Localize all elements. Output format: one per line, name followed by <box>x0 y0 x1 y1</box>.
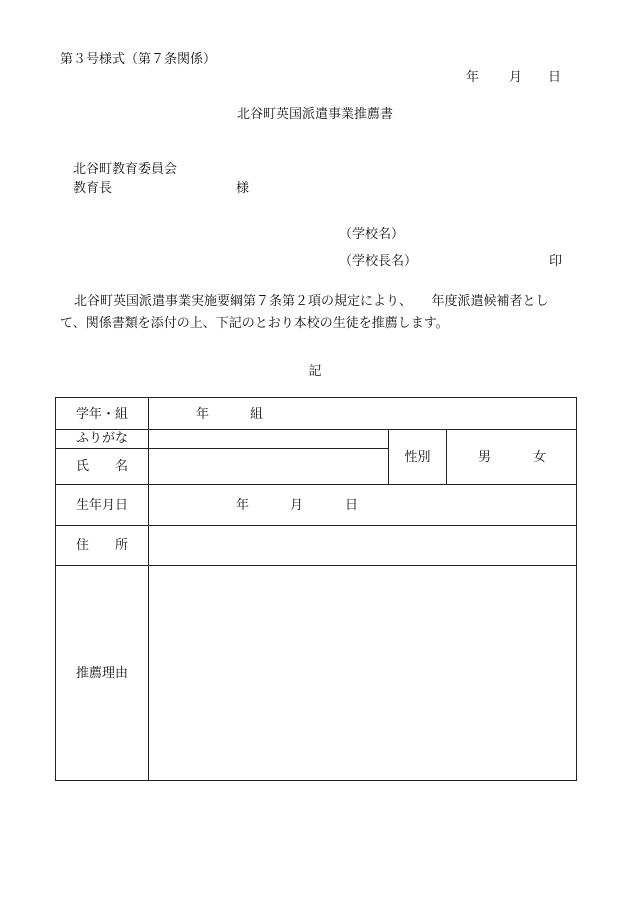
grade-class-label: 学年・組 <box>75 407 128 422</box>
birth-day-unit: 日 <box>345 498 359 513</box>
record-label: 記 <box>308 364 322 379</box>
name-label: 氏 名 <box>75 459 128 474</box>
gender-label: 性別 <box>404 450 431 465</box>
date-day-label: 日 <box>548 70 562 85</box>
addressee-position: 教育長 <box>73 181 113 196</box>
addressee-organization: 北谷町教育委員会 <box>73 162 178 177</box>
address-label: 住 所 <box>75 538 128 553</box>
row-divider-furigana <box>55 448 388 449</box>
row-divider-2 <box>55 484 577 485</box>
gender-column-divider-right <box>446 429 447 485</box>
statement-line-2: て、関係書類を添付の上、下記のとおり本校の生徒を推薦します。 <box>60 316 449 331</box>
birth-year-unit: 年 <box>236 498 250 513</box>
form-number: 第３号様式（第７条関係） <box>60 52 217 67</box>
row-divider-1 <box>55 429 577 430</box>
furigana-label: ふりがな <box>75 431 128 446</box>
reason-label: 推薦理由 <box>75 666 128 681</box>
grade-unit: 年 <box>196 407 210 422</box>
gender-female-option: 女 <box>533 450 547 465</box>
table-border-bottom <box>55 780 577 781</box>
class-unit: 組 <box>250 407 264 422</box>
school-name-label: （学校名） <box>339 227 405 242</box>
table-border-top <box>55 397 577 398</box>
seal-label: 印 <box>549 254 563 269</box>
row-divider-3 <box>55 525 577 526</box>
row-divider-4 <box>55 565 577 566</box>
date-year-label: 年 <box>466 70 480 85</box>
birth-month-unit: 月 <box>290 498 304 513</box>
principal-name-label: （学校長名） <box>339 254 418 269</box>
table-border-right <box>576 397 577 781</box>
recommendation-statement <box>60 291 580 335</box>
gender-male-option: 男 <box>478 450 492 465</box>
birthdate-label: 生年月日 <box>75 498 128 513</box>
label-column-divider <box>148 397 149 781</box>
addressee-honorific: 様 <box>236 181 250 196</box>
document-title: 北谷町英国派遣事業推薦書 <box>236 107 393 122</box>
date-month-label: 月 <box>509 70 523 85</box>
table-border-left <box>55 397 56 781</box>
statement-line-1: 北谷町英国派遣事業実施要綱第７条第２項の規定により、 年度派遣候補者とし <box>74 294 549 309</box>
